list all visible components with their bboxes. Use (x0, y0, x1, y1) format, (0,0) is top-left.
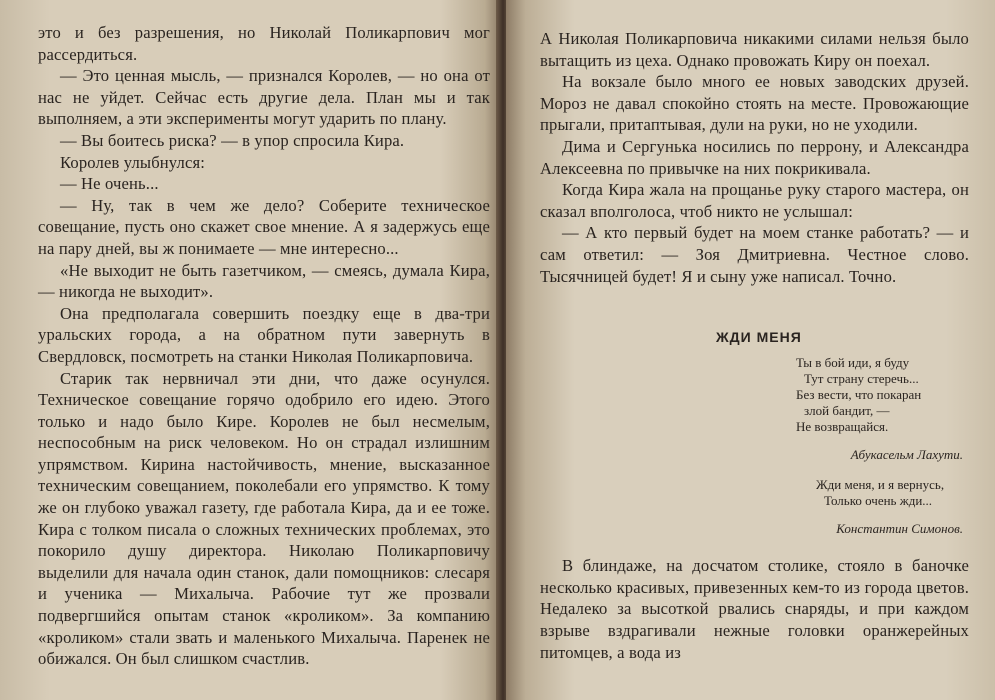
verse-line: злой бандит, — (804, 403, 890, 419)
paragraph: — Не очень... (60, 174, 159, 194)
paragraph: «Не выходит не быть газетчиком, — смеясь, думала Кира, — никогда не выходит». (38, 260, 490, 302)
epigraph-author: Абукасельм Лахути. (850, 447, 963, 463)
verse-line: Только очень жди... (824, 493, 933, 509)
paragraph: — А кто первый будет на моем станке работать? — и сам ответил: — Зоя Дмитриевна. Честное слово. Тысячницей будет! Я и сыну уже написал. Точно. (540, 223, 969, 286)
verse-line: Не возвращайся. (796, 419, 889, 435)
paragraph: Когда Кира жала на прощанье руку старого мастера, он сказал вполголоса, чтоб никто не услышал: (540, 180, 969, 221)
epigraph-verse (796, 355, 995, 435)
verse-line: Ты в бой иди, я буду (796, 355, 910, 371)
paragraph: На вокзале было много ее новых заводских друзей. Мороз не давал спокойно стоять на месте. Провожающие прыгали, притаптывая, дули на руки, но не уходили. (540, 72, 969, 135)
paragraph: Королев улыбнулся: (60, 152, 206, 172)
verse-line: Жди меня, и я вернусь, (816, 477, 945, 493)
paragraph: Она предполагала совершить поездку еще в два-три уральских города, а на обратном пути завернуть в Свердловск, посмотреть на станки Николая Поликарповича. (38, 303, 490, 366)
chapter-title: ЖДИ МЕНЯ (716, 329, 802, 346)
paragraph: Старик так нервничал эти дни, что даже осунулся. Техническое совещание горячо одобрило его идею. Этого только и надо было Кире. Королев не был несмелым, неспособным на риск человеком. Но он страдал излишним упрямством. Кирина настойчивость, мнение, высказанное техническим совещанием, поколебали его упрямство. К тому же он глубоко уважал газету, где работала Кира, да и ее тоже. Кира с толком писала о сложных технических проблемах, это покорило душу директора. Николаю Поликарповичу выделили для начала один станок, дали помощников: слесаря и ученика — Михалыча. Рабочие тут же прозвали подвергшийся опытам станок «кроликом». За компанию «кроликом» стали звать и маленького Михалыча. Паренек не обижался. Он был слишком счастлив. (38, 368, 490, 669)
paragraph: это и без разрешения, но Николай Поликарпович мог рассердиться. (38, 23, 490, 64)
paragraph: — Это ценная мысль, — признался Королев, — но она от нас не уйдет. Сейчас есть другие дела. План мы и так выполняем, а эти эксперименты могут ударить по плану. (38, 66, 490, 129)
verse-line: Без вести, что покаран (796, 387, 922, 403)
epigraph-author: Константин Симонов. (836, 521, 963, 537)
paragraph: А Николая Поликарповича никакими силами нельзя было вытащить из цеха. Однако провожать Киру он поехал. (540, 29, 969, 70)
paragraph: Дима и Сергунька носились по перрону, и Александра Алексеевна по привычке на них покрикивала. (540, 136, 969, 178)
paragraph: — Вы боитесь риска? — в упор спросила Кира. (60, 130, 405, 150)
paragraph: В блиндаже, на досчатом столике, стояло в баночке несколько красивых, привезенных кем-то из города цветов. Недалеко за высоткой рвались снаряды, и при каждом взрыве вздрагивали нежные головки оранжерейных питомцев, а вода из (540, 556, 969, 662)
right-page (506, 0, 995, 700)
epigraph-verse (816, 477, 969, 509)
verse-line: Тут страну стеречь... (804, 371, 919, 387)
paragraph: — Ну, так в чем же дело? Соберите техническое совещание, пусть оно скажет свое мнение. А я задержусь еще на пару дней, вы ж понимаете — мне интересно... (38, 195, 490, 258)
